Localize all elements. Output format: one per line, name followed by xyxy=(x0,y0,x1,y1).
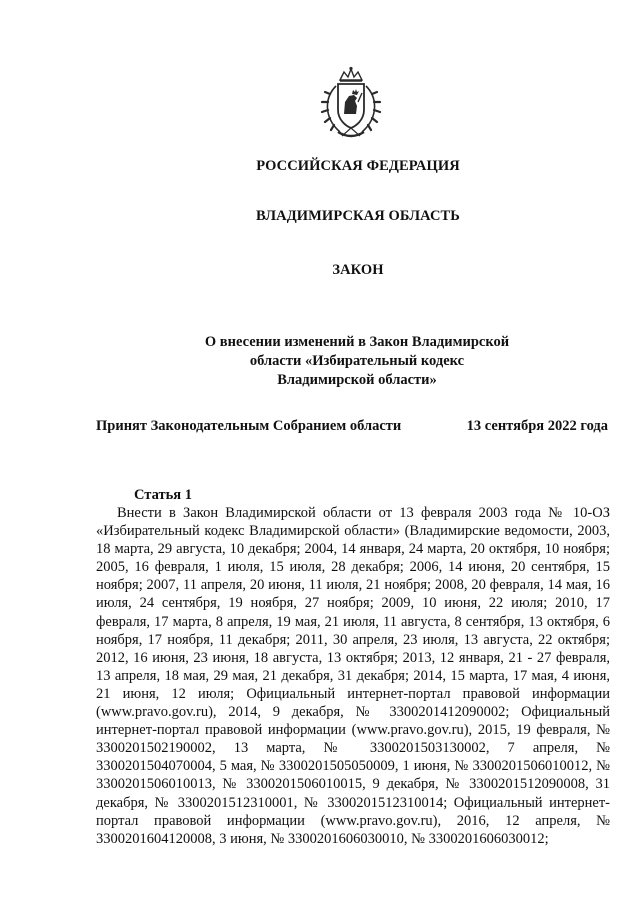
coat-of-arms-icon xyxy=(318,66,384,142)
adopted-date: 13 сентября 2022 года xyxy=(466,418,608,434)
heading-document-type: ЗАКОН xyxy=(332,262,384,278)
law-title-line-3: Владимирской области» xyxy=(277,372,437,388)
law-title-line-2: области «Избирательный кодекс xyxy=(249,353,465,369)
article-title: Статья 1 xyxy=(134,487,192,503)
heading-region: ВЛАДИМИРСКАЯ ОБЛАСТЬ xyxy=(256,208,460,224)
law-title-line-1: О внесении изменений в Закон Владимирской xyxy=(204,334,510,350)
article-body: Внести в Закон Владимирской области от 13 февраля 2003 года № 10-ОЗ «Избирательный кодекс Владимирской области» (Владимирские ведомости, 2003, 18 марта, 29 августа, 10 декабря; 2004, 14 января, 24 марта, 20 октября, 10 ноября; 2005, 16 февраля, 1 июля, 15 июля, 28 декабря; 2006, 14 июня, 20 сентября, 15 ноября; 2007, 11 апреля, 20 июня, 11 июля, 21 ноября; 2008, 20 февраля, 14 мая, 16 июля, 24 сентября, 19 ноября, 27 ноября; 2009, 10 июня, 22 июля; 2010, 17 февраля, 17 марта, 8 апреля, 19 мая, 21 июля, 11 августа, 8 сентября, 13 октября, 6 ноября, 17 ноября, 11 декабря; 2011, 30 апреля, 23 июля, 13 августа, 22 октября; 2012, 16 июня, 23 июня, 18 августа, 13 октября; 2013, 12 января, 21 - 27 февраля, 13 апреля, 18 мая, 29 мая, 21 декабря, 31 декабря; 2014, 15 марта, 17 мая, 4 июня, 21 июня, 12 июля; Официальный интернет-портал правовой информации (www.pravo.gov.ru), 2014, 9 декабря, № 3300201412090002; Официальный интернет-портал правовой информации (www.pravo.gov.ru), 2015, 19 февраля, № 3300201502190002, 13 марта, № 3300201503130002, 7 апреля, № 3300201504070004, 5 мая, № 3300201505050009, 1 июня, № 3300201506010012, № 3300201506010013, № 3300201506010015, 9 декабря, № 3300201512090008, 31 декабря, № 3300201512310001, № 3300201512310014; Официальный интернет-портал правовой информации (www.pravo.gov.ru), 2016, 12 апреля, № 3300201604120008, 3 июня, № 3300201606030010, № 3300201606030012; xyxy=(96,505,610,847)
heading-country: РОССИЙСКАЯ ФЕДЕРАЦИЯ xyxy=(256,158,460,174)
law-title xyxy=(170,333,544,390)
adopted-by: Принят Законодательным Собранием области xyxy=(96,418,402,434)
